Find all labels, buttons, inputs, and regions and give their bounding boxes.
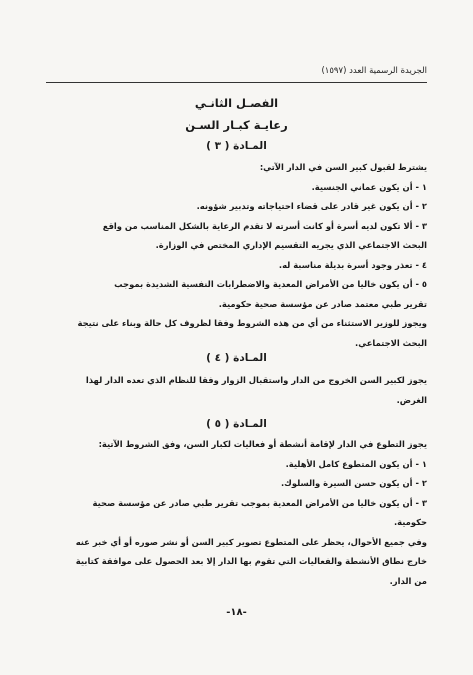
article-3-item-3: ٣ - ألا تكون لديه أسرة أو كانت أسرته لا تقدم الرعاية بالشكل المناسب من واقع <box>102 220 427 231</box>
article-5-closing-line-1: وفي جميع الأحوال، يحظر على المتطوع تصوير كبير السن أو نشر صوره أو أي خبر عنه <box>75 536 427 547</box>
article-3-closing-line-1: ويجوز للوزير الاستثناء من أي من هذه الشروط وفقا لظروف كل حالة وبناء على نتيجة <box>77 318 427 328</box>
article-5-item-2: ٢ - أن يكون حسن السيرة والسلوك. <box>280 478 427 488</box>
article-4-line-2: الغرض. <box>396 394 427 405</box>
chapter-title: الفصـل الثانـي <box>194 96 279 110</box>
article-5-closing-line-2: خارج نطاق الأنشطة والفعاليات التي تقوم بها الدار إلا بعد الحصول على موافقة كتابية <box>75 556 427 566</box>
article-3-item-1: ١ - أن يكون عماني الجنسية. <box>311 181 427 192</box>
article-5-item-1: ١ - أن يكون المتطوع كامل الأهلية. <box>285 458 427 469</box>
header-rule <box>46 82 427 83</box>
article-3-item-3-cont: البحث الاجتماعي الذي يجريه التقسيم الإداري المختص في الوزارة. <box>155 240 427 250</box>
article-3-item-5: ٥ - أن يكون خاليا من الأمراض المعدية والاضطرابات النفسية الشديدة بموجب <box>114 279 427 289</box>
article-4-heading: المـادة ( ٤ ) <box>206 352 267 364</box>
article-4-body <box>46 371 427 410</box>
article-5-heading: المـادة ( ٥ ) <box>206 418 267 430</box>
page-number: -١٨- <box>226 607 247 618</box>
article-3-item-2: ٢ - أن يكون غير قادر على قضاء احتياجاته وتدبير شؤونه. <box>196 201 427 211</box>
article-3-closing-line-2: البحث الاجتماعي. <box>355 337 427 348</box>
article-3-body <box>46 158 427 353</box>
article-5-body <box>46 435 427 591</box>
article-5-intro: يجوز التطوع في الدار لإقامة أنشطة أو فعاليات لكبار السن، وفق الشروط الآتية: <box>98 439 427 449</box>
article-5-item-3-cont: حكومية. <box>393 517 427 527</box>
article-3-item-5-cont: تقرير طبي معتمد صادر عن مؤسسة صحية حكومية. <box>218 298 427 309</box>
article-5-closing-line-3: من الدار. <box>389 575 427 586</box>
running-header: الجريدة الرسمية العدد (١٥٩٧) <box>321 66 427 76</box>
article-5-item-3: ٣ - أن يكون خاليا من الأمراض المعدية بموجب تقرير طبي صادر عن مؤسسة صحية <box>92 497 427 508</box>
article-4-line-1: يجوز لكبير السن الخروج من الدار واستقبال الزوار وفقا للنظام الذي تعده الدار لهذا <box>85 375 427 385</box>
chapter-subtitle: رعايـة كبـار السـن <box>185 118 288 132</box>
article-3-heading: المـادة ( ٣ ) <box>206 140 267 152</box>
article-3-item-4: ٤ - تعذر وجود أسرة بديلة مناسبة له. <box>278 259 427 270</box>
article-3-intro: يشترط لقبول كبير السن في الدار الآتي: <box>259 162 427 172</box>
